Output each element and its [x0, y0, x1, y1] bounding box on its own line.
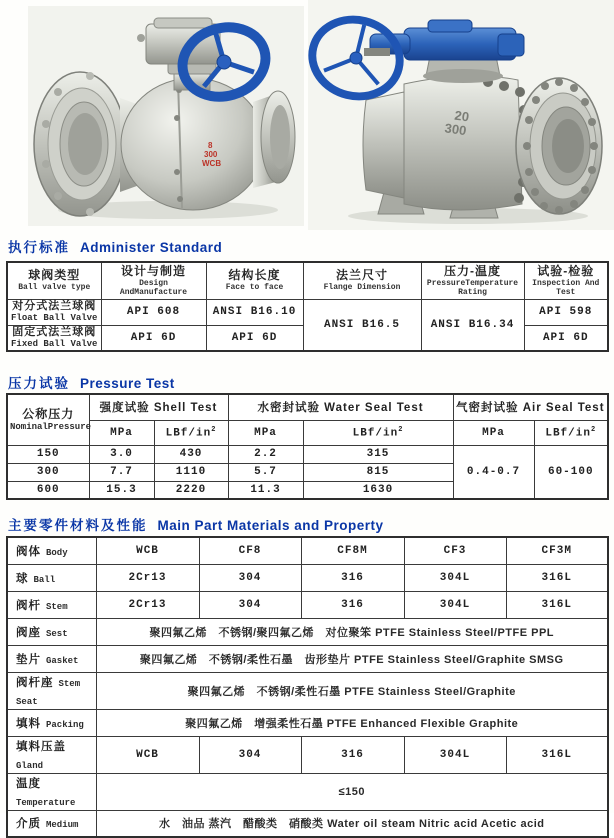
table-cell: 2Cr13	[96, 564, 199, 591]
table-cell: 聚四氟乙烯 不锈钢/聚四氟乙烯 对位聚笨 PTFE Stainless Steel/PTFE PPL	[96, 618, 608, 645]
column-header	[206, 262, 303, 299]
table-cell: 15.3	[89, 481, 154, 499]
header-zh: 法兰尺寸	[335, 268, 388, 283]
row-label: 填料 Packing	[7, 709, 96, 736]
table-cell: CF8M	[301, 537, 404, 564]
group-label: 强度试验 Shell Test	[99, 402, 218, 415]
table-cell: 水 油品 蒸汽 醋酸类 硝酸类 Water oil steam Nitric acid Acetic acid	[96, 810, 608, 837]
heading-zh: 主要零件材料及性能	[8, 518, 148, 533]
header-en: PressureTemperature Rating	[426, 278, 519, 298]
table-cell: 2.2	[228, 445, 303, 463]
row-label: 阀杆座 Stem Seat	[7, 672, 96, 709]
trunnion-ball-valve-illustration	[308, 0, 614, 230]
table-cell: 304	[199, 564, 301, 591]
heading-en: Pressure Test	[80, 376, 175, 391]
header-zh: 压力-温度	[444, 263, 501, 278]
table-cell: 聚四氟乙烯 增强柔性石墨 PTFE Enhanced Flexible Graphite	[96, 709, 608, 736]
table-cell: 0.4-0.7	[453, 445, 534, 499]
table-cell: 315	[303, 445, 453, 463]
column-header	[453, 394, 608, 420]
table-cell: ≤150	[96, 773, 608, 810]
pressure-test-table	[6, 393, 609, 500]
valve-type-en: Fixed Ball Valve	[11, 339, 98, 350]
header-zh: 球阀类型	[28, 268, 81, 283]
table-cell: 3.0	[89, 445, 154, 463]
row-label: 温度Temperature	[7, 773, 96, 810]
table-cell: ANSI B16.34	[421, 299, 524, 351]
header-zh: 结构长度	[228, 268, 281, 283]
unit-header: LBf/$in^2$	[534, 420, 608, 445]
table-cell: CF3	[404, 537, 506, 564]
header-zh: 设计与制造	[120, 263, 186, 278]
table-cell: 316	[301, 736, 404, 773]
table-cell: CF3M	[506, 537, 608, 564]
table-cell: 11.3	[228, 481, 303, 499]
column-header	[303, 262, 421, 299]
valve-type-zh: 对分式法兰球阀	[12, 299, 97, 312]
table-cell: 316L	[506, 736, 608, 773]
table-cell: WCB	[96, 537, 199, 564]
heading-en: Main Part Materials and Property	[157, 518, 384, 533]
row-label: 阀杆 Stem	[7, 591, 96, 618]
table-cell: 304	[199, 736, 301, 773]
table-cell: API 6D	[524, 325, 608, 351]
group-label: 气密封试验 Air Seal Test	[456, 402, 605, 415]
row-label: 球 Ball	[7, 564, 96, 591]
unit-header: LBf/$in^2$	[303, 420, 453, 445]
header-zh: 公称压力	[22, 406, 75, 421]
valve-type-en: Float Ball Valve	[11, 313, 98, 324]
table-cell: 150	[7, 445, 89, 463]
column-header	[89, 394, 228, 420]
table-cell: 304L	[404, 564, 506, 591]
table-cell: 5.7	[228, 463, 303, 481]
column-header	[228, 394, 453, 420]
table-cell: 聚四氟乙烯 不锈钢/柔性石墨 齿形垫片 PTFE Stainless Steel/Graphite SMSG	[96, 645, 608, 672]
unit-header: MPa	[89, 420, 154, 445]
column-header	[421, 262, 524, 299]
section-heading-pressure	[8, 372, 175, 392]
column-header	[7, 394, 92, 445]
table-cell: 316	[301, 591, 404, 618]
column-header	[101, 262, 206, 299]
header-zh: 试验-检验	[537, 263, 595, 278]
table-cell: 316	[301, 564, 404, 591]
standards-table	[6, 261, 609, 352]
table-cell: WCB	[96, 736, 199, 773]
heading-zh: 压力试验	[8, 376, 70, 391]
header-en: NominalPressure	[10, 421, 92, 432]
float-ball-valve-photo	[28, 6, 304, 231]
table-cell: 316L	[506, 591, 608, 618]
table-cell: 聚四氟乙烯 不锈钢/柔性石墨 PTFE Stainless Steel/Graphite	[96, 672, 608, 709]
table-cell	[7, 325, 101, 351]
column-header	[7, 262, 101, 299]
valve-marking-right: 20 300	[443, 107, 471, 139]
table-cell: 430	[154, 445, 228, 463]
row-label: 填料压盖Gland	[7, 736, 96, 773]
float-ball-valve-illustration	[28, 6, 304, 226]
unit-header: LBf/$in^2$	[154, 420, 228, 445]
table-cell: API 6D	[101, 325, 206, 351]
header-en: Face to face	[225, 283, 284, 293]
table-cell: 300	[7, 463, 89, 481]
table-cell: 815	[303, 463, 453, 481]
header-en: Flange Dimension	[323, 283, 401, 293]
valve-marking-left: 8 300 WCB	[202, 141, 222, 168]
table-cell: API 608	[101, 299, 206, 325]
table-cell: 304	[199, 591, 301, 618]
table-cell: 304L	[404, 736, 506, 773]
trunnion-ball-valve-photo	[308, 0, 614, 235]
group-label: 水密封试验 Water Seal Test	[257, 402, 424, 415]
table-cell: 2220	[154, 481, 228, 499]
table-cell: API 598	[524, 299, 608, 325]
table-cell: ANSI B16.10	[206, 299, 303, 325]
table-cell: 2Cr13	[96, 591, 199, 618]
table-cell: 304L	[404, 591, 506, 618]
table-cell: ANSI B16.5	[303, 299, 421, 351]
materials-table	[6, 536, 609, 838]
header-en: Ball valve type	[18, 283, 91, 293]
heading-zh: 执行标准	[8, 240, 70, 255]
unit-header: MPa	[453, 420, 534, 445]
row-label: 垫片 Gasket	[7, 645, 96, 672]
unit-header: MPa	[228, 420, 303, 445]
heading-en: Administer Standard	[80, 240, 223, 255]
row-label: 阀体 Body	[7, 537, 96, 564]
row-label: 介质 Medium	[7, 810, 96, 837]
section-heading-materials	[8, 514, 384, 534]
table-cell: 1110	[154, 463, 228, 481]
column-header	[524, 262, 608, 299]
header-en: Inspection And Test	[532, 278, 600, 298]
table-cell: 316L	[506, 564, 608, 591]
table-cell: 600	[7, 481, 89, 499]
table-cell: 7.7	[89, 463, 154, 481]
row-label: 阀座 Sest	[7, 618, 96, 645]
table-cell: 1630	[303, 481, 453, 499]
section-heading-standards	[8, 236, 222, 256]
header-en: Design AndManufacture	[119, 278, 188, 298]
valve-type-zh: 固定式法兰球阀	[12, 325, 97, 338]
table-cell: API 6D	[206, 325, 303, 351]
table-cell	[7, 299, 101, 325]
table-cell: CF8	[199, 537, 301, 564]
table-cell: 60-100	[534, 445, 608, 499]
